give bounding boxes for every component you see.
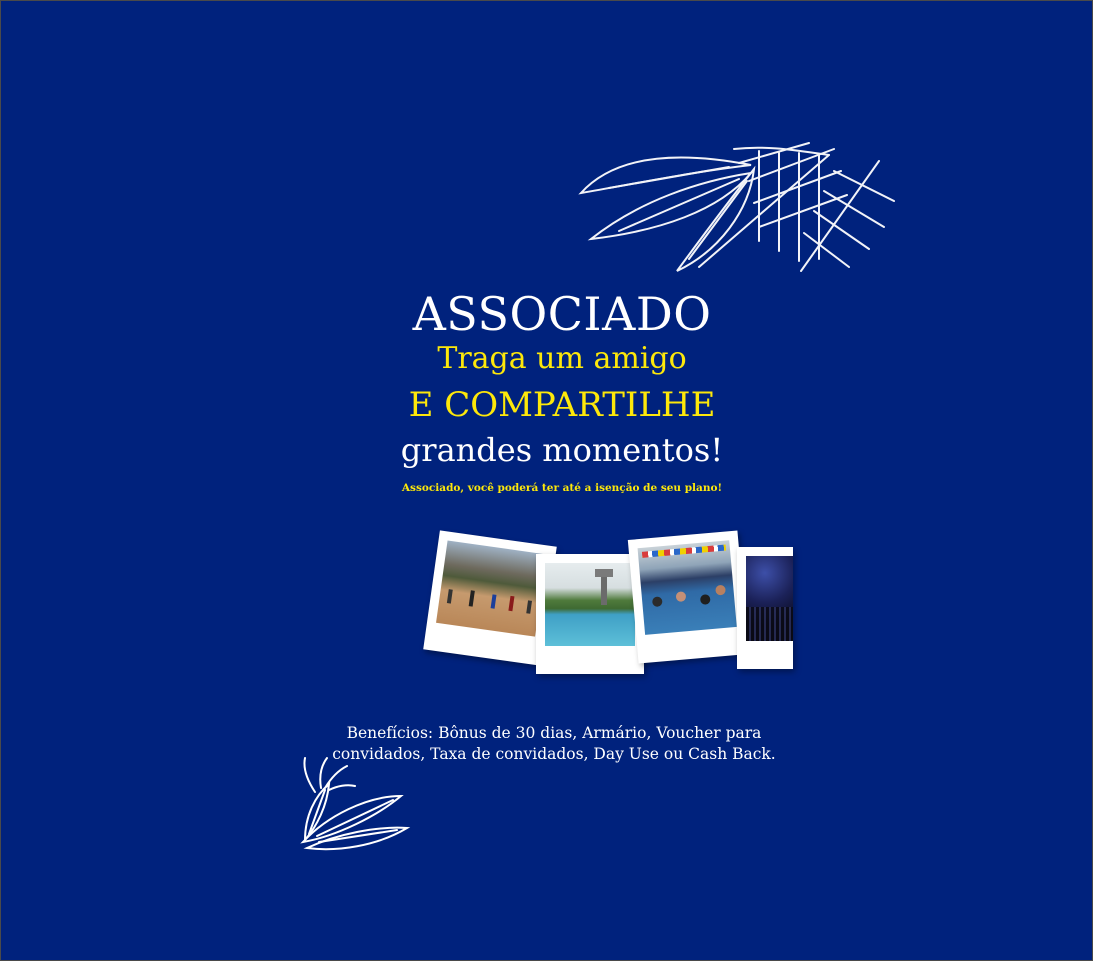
beach-volleyball-photo-icon (436, 541, 547, 637)
tagline-grandes-momentos: grandes momentos! (400, 431, 724, 469)
leaf-illustration-bottom (297, 756, 417, 856)
concert-crowd-photo-icon (746, 556, 793, 641)
outdoor-pool-photo-icon (545, 563, 635, 646)
hydro-gym-photo-icon (638, 540, 737, 635)
benefits-text: Benefícios: Bônus de 30 dias, Armário, Voucher para convidados, Taxa de convidados, Day Use ou Cash Back. (332, 723, 776, 763)
plan-exemption-note: Associado, você poderá ter até a isenção de seu plano! (401, 482, 723, 494)
photo-concert-crowd (737, 547, 793, 669)
photo-hydro-gym (628, 530, 748, 663)
tagline-compartilhe: E COMPARTILHE (408, 385, 716, 425)
headline-associado: ASSOCIADO (412, 287, 712, 341)
tagline-traga-amigo: Traga um amigo (437, 341, 687, 376)
photo-outdoor-pool (536, 554, 644, 674)
leaf-illustration-top (579, 141, 899, 281)
